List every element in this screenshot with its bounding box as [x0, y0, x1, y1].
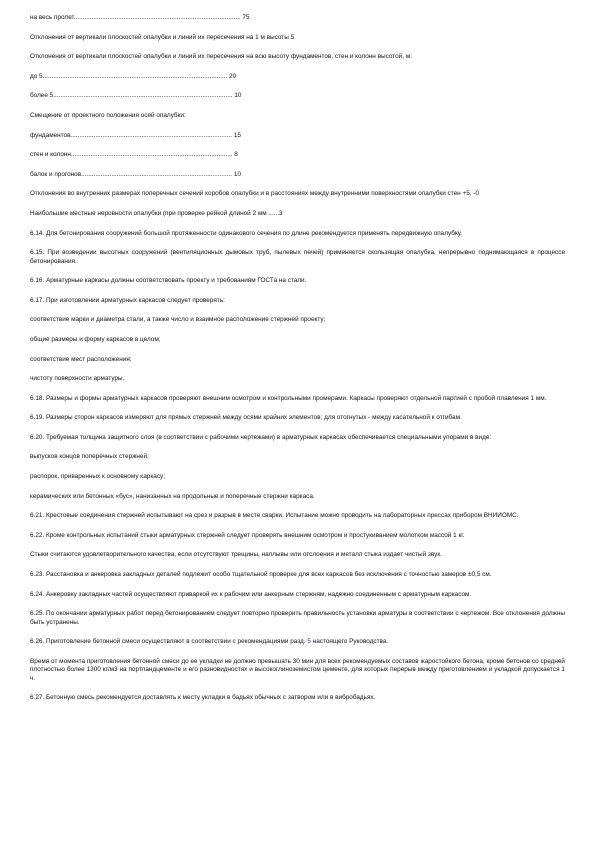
section-5-link[interactable]: 5 — [307, 638, 311, 646]
text-axis-offset-heading: Смещение от проектного положения осей опалубки: — [30, 111, 186, 119]
paragraph-6-18: 6.18. Размеры и формы арматурных каркасов проверяют внешним осмотром и контрольными промерами. Каркасы проверяют отдельной партией с пробой плавления 1 мм. — [30, 394, 547, 402]
paragraph-6-25: 6.25. По окончании арматурных работ перед бетонированием следует повторно проверить правильность установки арматуры в соответствии с чертежом. Все отклонения должны быть устранены. — [30, 610, 565, 626]
paragraph-joint-quality: Стыки считаются удовлетворительного качества, если отсутствуют трещины, наплывы или отслоения и металл стыка издает чистый звук. — [30, 551, 442, 559]
paragraph-6-23: 6.23. Расстановка и анкеровка закладных деталей подлежит особо тщательной проверке для всех каркасов без исключения с точностью замеров ±0,5 см. — [30, 571, 492, 579]
text-line-span-full: на весь пролет.............................................................................................. 75 — [30, 14, 250, 21]
text-local-unevenness: Наибольшие местные неровности опалубки (при проверке рейкой длиной 2 мм ......3 — [30, 209, 283, 217]
list-item-steel-grade: соответствие марки и диаметра стали, а также число и взаимное расположение стержней проекту; — [30, 316, 326, 324]
text-line-walls-columns: стен и колонн........................................................................................... 8 — [30, 151, 238, 159]
text-inner-dimension-deviations: Отклонения во внутренних размерах поперечных сечений коробов опалубки и в расстояниях между внутренними поверхностями опалубки стен +5, -0 — [30, 190, 479, 198]
paragraph-6-26: 6.26. Приготовление бетонной смеси осуществляют в соответствии с рекомендациями разд. 5 настоящего Руководства. — [30, 638, 389, 646]
paragraph-6-19: 6.19. Размеры сторон каркасов измеряют для прямых стержней между осями крайних элементов; для отогнутых - между касательной к отгибам. — [30, 414, 462, 422]
paragraph-6-24: 6.24. Анкеровку закладных частей осуществляют приваркой их к рабочим или анкерным стержням, надежно соединенным с арматурным каркасом. — [30, 590, 472, 598]
paragraph-6-15: 6.15. При возведении высотных сооружений (вентиляционных дымовых труб, пылевых печей) применяется скользящая опалубка, непрерывно поднимающаяся в процессе бетонирования. — [30, 249, 565, 265]
paragraph-mix-timing: Время от момента приготовления бетонной смеси до ее укладки не должно превышать 30 мин для всех рекомендуемых составов жаростойкого бетона, кроме бетонов со средней плотностью более 1300 кг/м3 на портландцементе и его разновидностях и высокоглиноземистом цементе, для которых перерыв между приготовлением и укладкой допускается 1 ч. — [30, 657, 565, 682]
paragraph-6-21: 6.21. Крестовые соединения стержней испытывают на срез и разрыв в месте сварки. Испытание можно проводить на лабораторных прессах прибором ВНИИОМС. — [30, 512, 519, 520]
text-vertical-deviation-full-height: Отклонения от вертикали плоскостей опалубки и линий их пересечения на всю высоту фундаментов, стен и колонн высотой, м: — [30, 53, 412, 61]
text-line-foundations: фундаментов........................................................................................... 15 — [30, 131, 241, 139]
paragraph-6-17: 6.17. При изготовлении арматурных каркасов следует проверять: — [30, 296, 225, 304]
list-item-beads: керамических или бетонных «бус», нанизанных на продольные и поперечные стержни каркаса. — [30, 492, 315, 500]
text-line-more-than-5: более 5..................................................................................................... 10 — [30, 92, 242, 100]
paragraph-6-27: 6.27. Бетонную смесь рекомендуется доставлять к месту укладки в бадьях обычных с затвором или в вибробадьях. — [30, 694, 376, 702]
paragraph-6-14: 6.14. Для бетонирования сооружений большой протяженности одинакового сечения по длине рекомендуется применять передвижную опалубку. — [30, 229, 463, 237]
list-item-locations: соответствие мест расположения; — [30, 355, 132, 363]
paragraph-6-20: 6.20. Требуемая толщина защитного слоя (в соответствии с рабочими чертежами) в арматурных каркасах обеспечивается специальными упорами в виде: — [30, 433, 492, 441]
list-item-surface-cleanliness: чистоту поверхности арматуры. — [30, 375, 125, 383]
list-item-overall-dimensions: общие размеры и форму каркасов в целом; — [30, 335, 161, 343]
list-item-rod-ends: выпусков концов поперечных стержней; — [30, 453, 149, 461]
document-page — [30, 14, 565, 703]
list-item-spacers: распорок, приваренных к основному каркасу; — [30, 473, 165, 481]
text-line-beams-girders: балок и прогонов..................................................................................... 10 — [30, 170, 241, 178]
paragraph-6-22: 6.22. Кроме контрольных испытаний стыки арматурных стержней следует проверять внешним осмотром и простукиванием молотком массой 1 кг. — [30, 531, 465, 539]
paragraph-6-16: 6.16. Арматурные каркасы должны соответствовать проекту и требованиям ГОСТа на стали. — [30, 277, 307, 285]
text-line-vertical-deviation-per-meter: Отклонения от вертикали плоскостей опалубки и линий их пересечения на 1 м высоты 5 — [30, 33, 295, 41]
text-line-up-to-5: до 5........................................................................................................ 20 — [30, 72, 237, 80]
